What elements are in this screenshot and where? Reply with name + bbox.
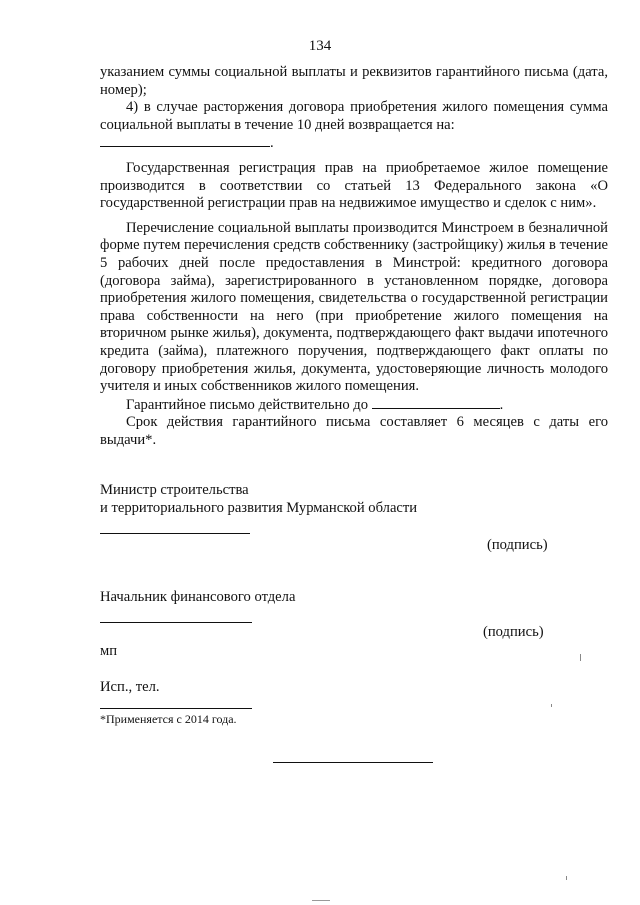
scan-artifact: [312, 900, 330, 901]
minister-title-line1: Министр строительства: [100, 482, 249, 498]
validity-date-blank: [372, 396, 500, 409]
scan-speck: [580, 654, 581, 661]
paragraph-term: Срок действия гарантийного письма составляет 6 месяцев с даты его выдачи*.: [100, 414, 608, 448]
signature-label-minister: (подпись): [487, 537, 548, 553]
paragraph-contract-termination: [100, 99, 608, 134]
footnote: *Применяется с 2014 года.: [100, 712, 237, 726]
signature-label-finance: (подпись): [483, 624, 544, 640]
body-text: [100, 64, 608, 449]
end-of-document-line: [273, 762, 433, 763]
executor-label: Исп., тел.: [100, 679, 160, 695]
paragraph-state-registration: Государственная регистрация прав на приобретаемое жилое помещение производится в соответствии со статьей 13 Федерального закона «О государственной регистрации прав на недвижимое имущество и сделок с ним».: [100, 159, 608, 212]
scan-speck: [566, 876, 567, 880]
period: .: [270, 135, 274, 152]
return-account-blank: [100, 134, 270, 147]
finance-signature-line: [100, 622, 252, 623]
period: .: [499, 396, 504, 413]
termination-blank-line: [100, 134, 608, 153]
paragraph-payment-details: указанием суммы социальной выплаты и реквизитов гарантийного письма (дата, номер);: [100, 64, 608, 98]
footnote-separator: [100, 708, 252, 709]
paragraph-transfer: Перечисление социальной выплаты производится Минстроем в безналичной форме путем перечисления средств собственнику (застройщику) жилья в течение 5 рабочих дней после предоставления в Минстрой: кредитного договора (договора займа), зарегистрированного в установленном порядке, договора приобретения жилого помещения, свидетельства о государственной регистрации права собственности на него (при приобретение жилого помещения на вторичном рынке жилья), документа, подтверждающего факт выдачи ипотечного кредита (займа), платежного поручения, подтверждающего факт оплаты по договору приобретения жилья, документа, удостоверяющие личность молодого учителя и иных собственников жилого помещения.: [100, 219, 608, 395]
termination-text: 4) в случае расторжения договора приобретения жилого помещения сумма социальной выплаты в течение 10 дней возвращается на:: [100, 99, 608, 133]
page-number: 134: [308, 38, 332, 54]
finance-head-title: Начальник финансового отдела: [100, 589, 296, 605]
minister-title-line2: и территориального развития Мурманской области: [100, 500, 418, 516]
minister-signature-line: [100, 533, 250, 534]
stamp-place-label: мп: [100, 643, 118, 659]
validity-text: Гарантийное письмо действительно до: [126, 396, 369, 413]
scan-speck: [551, 704, 552, 707]
paragraph-validity: [100, 396, 608, 415]
